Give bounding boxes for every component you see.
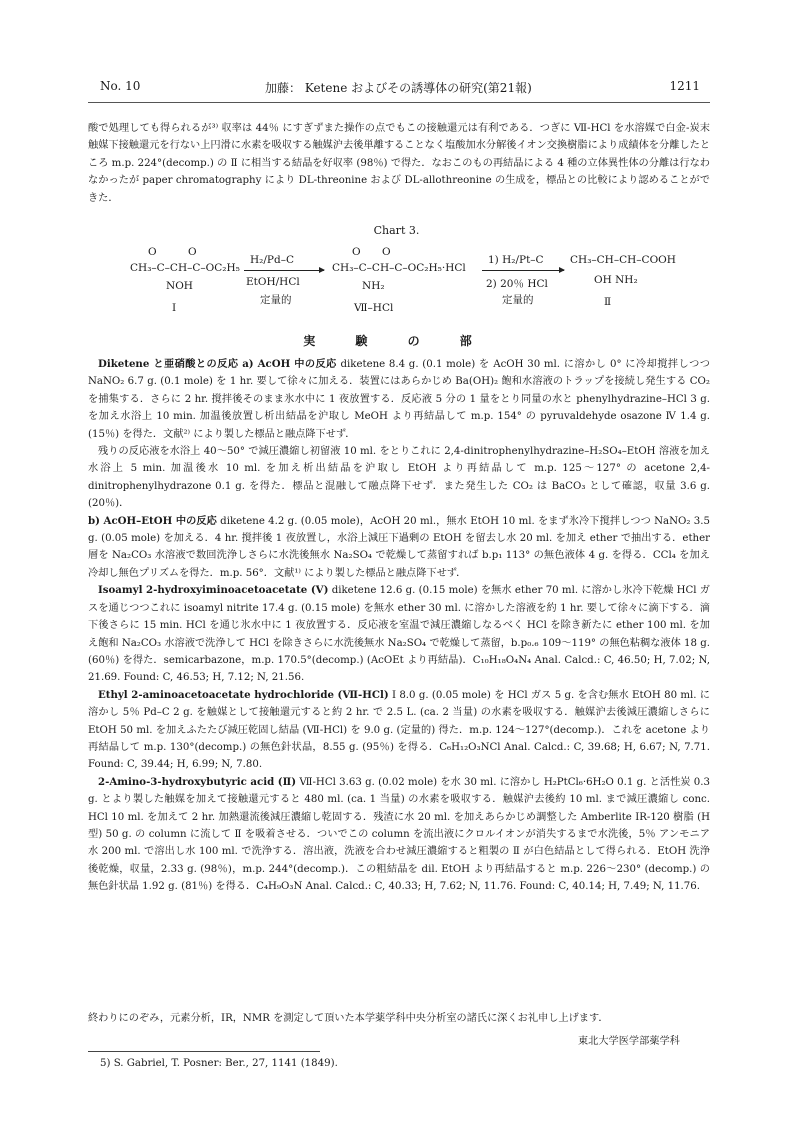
step-2-acid: 2) 20％ HCl	[486, 278, 548, 290]
experiment-heading: Ethyl 2-aminoacetoacetate hydrochloride (Ⅶ-HCl)	[98, 688, 389, 701]
step-2-reagent: 1) H₂/Pt–C	[488, 254, 544, 266]
compound-1-label: Ⅰ	[172, 302, 177, 314]
experiment-body: Ⅶ-HCl 3.63 g. (0.02 mole) を水 30 ml. に溶かし H₂PtCl₆·6H₂O 0.1 g. と活性炭 0.3 g. とより製した触媒を加えて接触還元すると 480 ml. (ca. 1 当量) の水素を吸収する．触媒沪去後約 10 ml. まで減圧濃縮し conc. HCl 10 ml. を加えて 2 hr. 加熱還流後減圧濃縮し乾固する．残渣に水 20 ml. を加えあらかじめ調整した Amberlite IR-120 樹脂 (H 型) 50 g. の column に流して Ⅱ を吸着させる．ついでこの column を流出液にクロルイオンが消失するまで水洗後，5％ アンモニア水 200 ml. で溶出し水 100 ml. で洗浄する．溶出液，洗液を合わせ減圧濃縮すると粗製の Ⅱ が白色結晶として得られる．EtOH 洗浄後乾燥，収量，2.33 g. (98％)，m.p. 244°(decomp.)．この粗結晶を dil. EtOH より再結晶すると m.p. 226～230° (decomp.) の無色針状晶 1.92 g. (81％) を得る．C₄H₉O₃N Anal. Calcd.: C, 40.33; H, 7.62; N, 11.76. Found: C, 40.14; H, 7.49; N, 11.76.	[88, 776, 710, 893]
experiment-paragraph	[88, 774, 710, 896]
journal-number: No. 10	[100, 79, 141, 93]
experiment-paragraph	[88, 443, 710, 513]
compound-1-sub: NOH	[166, 280, 193, 292]
reaction-arrow	[482, 270, 564, 271]
experiment-body: Ⅰ 8.0 g. (0.05 mole) を HCl ガス 5 g. を含む無水 EtOH 80 ml. に溶かし 5％ Pd–C 2 g. を触媒として接触還元すると約 2 hr. で 2.5 L. (ca. 2 当量) の水素を吸収する．触媒沪去後減圧濃縮しさらに EtOH 50 ml. を加えふたたび減圧乾固し結晶 (Ⅶ-HCl) を 9.0 g. (定量的) 得た．m.p. 124～127°(decomp.)．これを acetone より再結晶して m.p. 130°(decomp.) の無色針状晶，8.55 g. (95％) を得る．C₆H₁₂O₃NCl Anal. Calcd.: C, 39.68; H, 6.67; N, 7.71. Found: C, 39.44; H, 6.99; N, 7.80.	[88, 689, 710, 771]
running-header	[100, 79, 700, 99]
experiment-heading: Isoamyl 2-hydroxyiminoacetoacetate (Ⅴ)	[98, 584, 329, 597]
oxo-label: O	[188, 246, 197, 258]
experiment-body: diketene 12.6 g. (0.15 mole) を無水 ether 70 ml. に溶かし氷冷下乾燥 HCl ガスを通じつつこれに isoamyl nitrite 17.4 g. (0.15 mole) を無水 ether 30 ml. に溶かした溶液を約 1 hr. 要して徐々に滴下する．滴下後さらに 15 min. HCl を通じ氷水中に 1 夜放置する．反応液を室温で減圧濃縮しなるべく HCl を除き新たに ether 100 ml. を加え飽和 Na₂CO₃ 水溶液で洗浄して HCl を除きさらに水洗後無水 Na₂SO₄ で乾燥して蒸留，b.p₀.₆ 109～119° の無色粘稠な液体 18 g. (60％) を得た．semicarbazone，m.p. 170.5°(decomp.) (AcOEt より再結晶)．C₁₀H₁₈O₄N₄ Anal. Calcd.: C, 46.50; H, 7.02; N, 21.69. Found: C, 46.53; H, 7.12; N, 21.56.	[88, 585, 710, 684]
oxo-label: O	[382, 246, 391, 258]
compound-3: CH₃–CH–CH–COOH	[570, 254, 676, 266]
compound-2: CH₃–C–CH–C–OC₂H₅·HCl	[332, 262, 466, 274]
experiment-body: diketene 8.4 g. (0.1 mole) を AcOH 30 ml. に溶かし 0° に冷却撹拌しつつ NaNO₂ 6.7 g. (0.1 mole) を 1 hr. 要して徐々に加える．装置にはあらかじめ Ba(OH)₂ 飽和水溶液のトラップを接続し発生する CO₂ を捕集する．さらに 2 hr. 撹拌後そのまま氷水中に 1 夜放置する．反応液 5 分の 1 量をとり同量の水と phenylhydrazine–HCl 3 g. を加え水浴上 10 min. 加温後放置し析出結晶を沪取し MeOH より再結晶して m.p. 154° の pyruvaldehyde osazone Ⅳ 1.4 g. (15％) を得た．文献²⁾ により製した標品と融点降下せず．	[88, 359, 710, 440]
experiment-paragraph	[88, 513, 710, 583]
section-title: 実 験 の 部	[303, 334, 490, 348]
compound-2-sub: NH₂	[362, 280, 385, 292]
compound-1: CH₃–C–CH–C–OC₂H₅	[130, 262, 240, 274]
experiment-paragraph	[88, 582, 710, 686]
footnote: 5) S. Gabriel, T. Posner: Ber., 27, 1141 (1849).	[100, 1058, 338, 1069]
experiment-body: 残りの反応液を水浴上 40～50° で減圧濃縮し初留液 10 ml. をとりこれに 2,4-dinitrophenylhydrazine–H₂SO₄–EtOH 溶液を加え水浴上 5 min. 加温後水 10 ml. を加え析出結晶を沪取し EtOH より再結晶して m.p. 125～127° の acetone 2,4-dinitrophenylhydrazone 0.1 g. を得た．標品と混融して融点降下せず．また発生した CO₂ は BaCO₃ として確認，収量 3.6 g. (20％)．	[88, 446, 710, 510]
affiliation: 東北大学医学部薬学科	[578, 1036, 680, 1047]
header-rule	[88, 102, 710, 103]
intro-paragraph: 酸で処理しても得られるが³⁾ 収率は 44％ にすぎずまた操作の点でもこの接触還元は有利である．つぎに Ⅶ-HCl を水溶媒で白金-炭末触媒下接触還元を行ない上円滑に水素を吸収する触媒沪去後単離することなく塩酸加水分解後イオン交換樹脂により成績体を分離したところ m.p. 224°(decomp.) の Ⅱ に相当する結晶を好収率 (98％) で得た．なおこのもの再結晶による 4 種の立体異性体の分離は行なわなかったが paper chromatography により DL-threonine および DL-allothreonine の生成を，標品との比較により認めることができた．	[88, 123, 710, 204]
intro-text	[88, 120, 710, 207]
experiment-body: diketene 4.2 g. (0.05 mole)，AcOH 20 ml.，無水 EtOH 10 ml. をまず氷冷下撹拌しつつ NaNO₂ 3.5 g. (0.05 mole) を加える．4 hr. 撹拌後 1 夜放置し，水浴上減圧下過剰の EtOH を留去し水 20 ml. を加え ether で抽出する．ether 層を Na₂CO₃ 水溶液で数回洗浄しさらに水洗後無水 Na₂SO₄ で乾燥して蒸留すれば b.p₁ 113° の無色液体 4 g. を得る．CCl₄ を加え冷却し無色プリズムを得た．m.p. 56°．文献¹⁾ により製した標品と融点降下せず．	[88, 515, 710, 579]
experiment-paragraph	[88, 356, 710, 443]
experiment-heading: 2-Amino-3-hydroxybutyric acid (Ⅱ)	[98, 775, 297, 788]
experimental-text	[88, 356, 710, 896]
page-number: 1211	[669, 79, 700, 93]
oxo-label: O	[148, 246, 157, 258]
reaction-arrow	[244, 270, 324, 271]
experiment-paragraph	[88, 687, 710, 774]
acknowledgement: 終わりにのぞみ，元素分析，IR，NMR を測定して頂いた本学薬学科中央分析室の諸氏に深くお礼申し上げます．	[88, 1013, 609, 1024]
step-1-note: 定量的	[260, 294, 292, 306]
chart-title: Chart 3.	[373, 224, 420, 237]
running-title: 加藤： Ketene およびその誘導体の研究(第21報)	[265, 81, 532, 95]
compound-3-label: Ⅱ	[604, 296, 612, 308]
experiment-heading: Diketene と亜硝酸との反応	[98, 358, 239, 370]
step-2-note: 定量的	[502, 294, 534, 306]
reaction-scheme	[120, 240, 700, 326]
step-1-solvent: EtOH/HCl	[246, 276, 300, 288]
experiment-subheading: b) AcOH–EtOH 中の反応	[88, 514, 217, 527]
oxo-label: O	[352, 246, 361, 258]
step-1-reagent: H₂/Pd–C	[250, 254, 294, 266]
compound-2-label: Ⅶ–HCl	[354, 302, 394, 314]
footnote-rule	[88, 1051, 320, 1052]
compound-3-sub: OH NH₂	[594, 274, 638, 286]
experiment-subheading: a) AcOH 中の反応	[242, 358, 337, 370]
